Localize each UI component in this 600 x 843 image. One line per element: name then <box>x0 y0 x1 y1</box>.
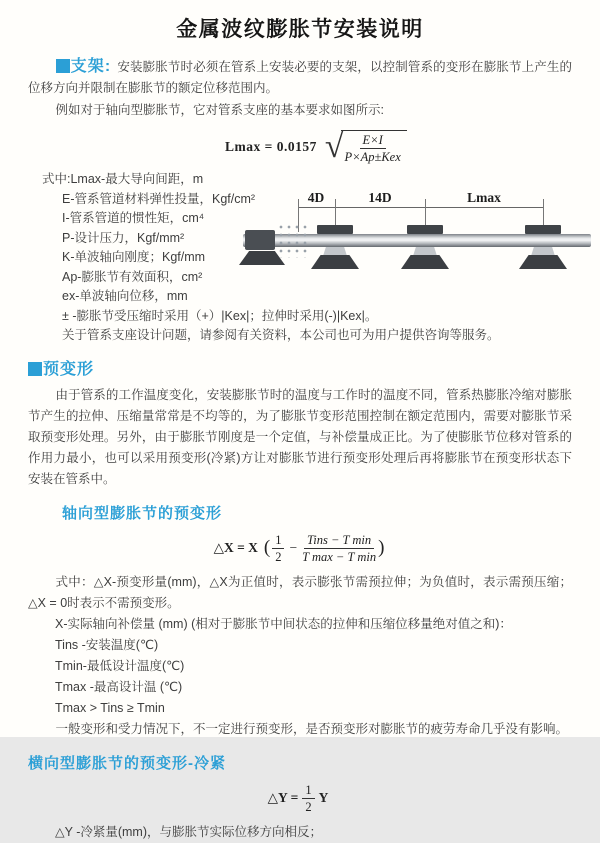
support-example-text: 例如对于轴向型膨胀节，它对管系支座的基本要求如图所示: <box>55 103 384 117</box>
definition-item: I-管系管道的惯性矩，cm⁴ <box>62 211 205 225</box>
definition-item: ± -膨胀节受压缩时采用（+）|Kex|；拉伸时采用(-)|Kex|。 <box>62 308 378 323</box>
formula2-temp-denominator: T max − T min <box>302 549 377 564</box>
axial-predeform-formula <box>0 533 600 564</box>
definition-item: E-管系管道材料弹性投量，Kgf/cm² <box>62 191 256 206</box>
pipe-support-diagram <box>243 190 595 285</box>
axial-variable-item: Tins -安装温度(℃) <box>55 637 159 652</box>
formula3-numerator: 1 <box>302 783 314 799</box>
formula1-denominator: P×Ap±Kex <box>344 150 401 164</box>
definition-item: Ap-膨胀节有效面积，cm² <box>62 269 203 284</box>
formula1-lhs: Lmax = 0.0157 <box>225 139 317 154</box>
predeform-section-heading: 预变形 <box>43 360 95 378</box>
axial-variable-list <box>28 614 572 719</box>
axial-note-text: 一般变形和受力情况下，不一定进行预变形，是否预变形对膨胀节的疲劳寿命几乎没有影响。 <box>55 721 569 736</box>
section-square-icon <box>56 59 70 73</box>
dim-label-4d: 4D <box>307 190 325 205</box>
formula3-denominator: 2 <box>305 799 312 814</box>
formula1-numerator: E×I <box>360 133 386 149</box>
section-square-icon <box>28 362 42 376</box>
axial-variable-item: Tmax > Tins ≥ Tmin <box>55 700 165 715</box>
pipe-support-icon <box>317 225 353 234</box>
formula2-half-denominator: 2 <box>275 549 282 564</box>
dim-label-14d: 14D <box>368 190 392 205</box>
formula2-lparen: ( <box>263 537 271 558</box>
definition-item: 式中:Lmax-最大导向间距，m <box>42 172 204 186</box>
support-intro-text: 安装膨胀节时必须在管系上安装必要的支架，以控制管系的变形在膨胀节上产生的位移方向并限制在膨胀节的额定位移范围内。 <box>28 60 572 95</box>
definition-item: K-单波轴向刚度；Kgf/mm <box>62 250 206 264</box>
definition-item: ex-单波轴向位移，mm <box>62 289 188 303</box>
formula3-lhs: △Y = <box>267 790 299 805</box>
guide-spacing-formula <box>225 130 600 164</box>
axial-variable-item: X-实际轴向补偿量 (mm) (相对于膨胀节中间状态的拉伸和压缩位移量绝对值之和)： <box>55 616 512 631</box>
pipe-support-icon <box>407 225 443 234</box>
pipe-support-icon <box>525 225 561 234</box>
formula2-half-numerator: 1 <box>272 533 284 549</box>
formula2-lhs: △X = X <box>213 540 258 555</box>
pipe-support-icon <box>531 247 555 256</box>
formula2-rparen: ) <box>378 537 385 558</box>
axial-variable-item: Tmax -最高设计温 (℃) <box>55 679 183 694</box>
formula1-radicand <box>341 130 407 164</box>
pipe-support-icon <box>323 247 347 256</box>
formula2-minus: − <box>289 540 298 555</box>
predeform-heading-row <box>28 356 572 379</box>
definition-item: 关于管系支座设计问题，请参阅有关资料，本公司也可为用户提供咨询等服务。 <box>62 328 500 342</box>
pipe-support-icon <box>413 247 437 256</box>
anchor-support-icon <box>245 230 275 250</box>
pipe-support-icon <box>311 255 359 269</box>
dim-label-lmax: Lmax <box>467 190 501 205</box>
lateral-coldspring-formula <box>0 783 600 814</box>
pipe-support-icon <box>401 255 449 269</box>
predeform-body-text: 由于管系的工作温度变化，安装膨胀节时的温度与工作时的温度不同，管系热膨胀冷缩对膨胀节产生的拉伸、压缩量常常是不均等的，为了膨胀节变形范围控制在额定范围内，需要对膨胀节采取预变形处理。另外，由于膨胀节刚度是一个定值，与补偿量成正比。为了使膨胀节位移对管系的作用力最小，也可以采用预变形(冷紧)方让对膨胀节进行预变形处理后再将膨胀节在预变形状态下安装在管系中。 <box>28 387 572 486</box>
definition-item: P-设计压力，Kgf/mm² <box>62 230 185 245</box>
formula3-rhs: Y <box>318 790 329 805</box>
axial-subsection-heading: 轴向型膨胀节的预变形 <box>62 504 223 522</box>
lateral-note-text: △Y -冷紧量(mm)，与膨胀节实际位移方向相反； <box>55 824 323 839</box>
formula2-temp-numerator: Tins − T min <box>304 533 374 549</box>
support-intro-paragraph <box>28 56 572 99</box>
axial-desc-text: 式中：△X-预变形量(mm)，△X为正值时，表示膨张节需预拉伸；为负值时，表示需预压缩；△X = 0时表示不需预变形。 <box>28 574 572 610</box>
lateral-subsection-heading: 横向型膨胀节的预变形-冷紧 <box>28 754 226 772</box>
square-root-icon: √ <box>324 128 344 165</box>
support-section-heading: 支架: <box>70 58 112 75</box>
pipe-support-icon <box>519 255 567 269</box>
axial-variable-item: Tmin-最低设计温度(℃) <box>55 658 185 673</box>
page-title: 金属波纹膨胀节安装说明 <box>176 18 424 41</box>
bellows-coil-icon <box>277 223 309 258</box>
